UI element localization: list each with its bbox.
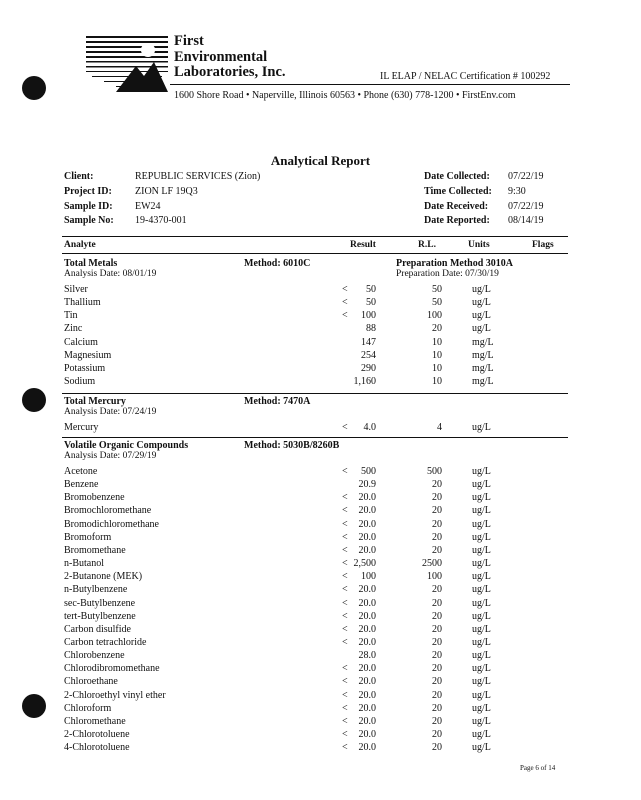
analyte-name: Carbon tetrachloride xyxy=(64,636,147,648)
result-qualifier: < xyxy=(342,689,348,701)
result-value: 20.0 xyxy=(358,636,376,648)
reporting-limit: 20 xyxy=(432,505,442,517)
binder-hole-middle xyxy=(22,388,46,412)
reporting-limit: 20 xyxy=(432,544,442,556)
table-top-rule xyxy=(62,236,568,237)
analyte-name: n-Butylbenzene xyxy=(64,584,128,596)
date-reported-label: Date Reported: xyxy=(424,215,490,226)
result-value: 147 xyxy=(361,336,376,348)
company-logo-icon xyxy=(86,36,168,94)
reporting-limit: 20 xyxy=(432,597,442,609)
column-header-flags: Flags xyxy=(532,240,554,250)
units-value: ug/L xyxy=(472,584,491,596)
result-qualifier: < xyxy=(342,702,348,714)
binder-hole-bottom xyxy=(22,694,46,718)
page-number: Page 6 of 14 xyxy=(520,764,556,772)
reporting-limit: 20 xyxy=(432,518,442,530)
section-analysis-date: Analysis Date: 07/29/19 xyxy=(64,451,157,461)
analyte-name: Mercury xyxy=(64,422,99,433)
analyte-name: sec-Butylbenzene xyxy=(64,597,136,609)
result-qualifier: < xyxy=(342,284,348,295)
section-divider xyxy=(62,437,568,438)
analyte-name: Bromoform xyxy=(64,531,112,543)
result-qualifier: < xyxy=(342,571,348,583)
result-qualifier: < xyxy=(342,636,348,648)
result-qualifier: < xyxy=(342,297,348,309)
section-title: Volatile Organic Compounds xyxy=(64,440,189,451)
analyte-name: Tin xyxy=(64,310,78,322)
column-header-rl: R.L. xyxy=(418,240,436,250)
reporting-limit: 10 xyxy=(432,349,442,361)
units-value: ug/L xyxy=(472,422,491,433)
sample-id-label: Sample ID: xyxy=(64,201,113,212)
analyte-name: Carbon disulfide xyxy=(64,623,131,635)
analyte-name: Bromochloromethane xyxy=(64,505,152,517)
reporting-limit: 20 xyxy=(432,636,442,648)
company-name xyxy=(174,34,286,81)
client-value: REPUBLIC SERVICES (Zion) xyxy=(135,171,261,182)
analyte-name: Chloroform xyxy=(64,702,112,714)
reporting-limit: 20 xyxy=(432,689,442,701)
certification-number: IL ELAP / NELAC Certification # 100292 xyxy=(380,71,551,82)
result-qualifier: < xyxy=(342,466,348,477)
company-name-line-1: First xyxy=(174,33,204,49)
units-value: ug/L xyxy=(472,297,491,309)
binder-hole-top xyxy=(22,76,46,100)
time-collected-label: Time Collected: xyxy=(424,186,492,197)
section-method: Method: 6010C xyxy=(244,258,311,269)
result-value: 50 xyxy=(366,284,376,295)
project-id-value: ZION LF 19Q3 xyxy=(135,186,198,197)
analyte-name: 2-Butanone (MEK) xyxy=(64,571,143,583)
reporting-limit: 4 xyxy=(437,422,442,433)
result-qualifier: < xyxy=(342,531,348,543)
units-value: mg/L xyxy=(472,362,494,374)
units-value: ug/L xyxy=(472,742,491,754)
result-qualifier: < xyxy=(342,610,348,622)
result-qualifier: < xyxy=(342,492,348,504)
units-value: ug/L xyxy=(472,323,491,335)
reporting-limit: 20 xyxy=(432,702,442,714)
reporting-limit: 20 xyxy=(432,650,442,662)
section-method: Method: 5030B/8260B xyxy=(244,440,340,451)
result-value: 290 xyxy=(361,362,376,374)
result-qualifier: < xyxy=(342,623,348,635)
units-value: mg/L xyxy=(472,349,494,361)
reporting-limit: 20 xyxy=(432,492,442,504)
section-analysis-date: Analysis Date: 08/01/19 xyxy=(64,269,157,279)
section-divider xyxy=(62,393,568,394)
analyte-name: Zinc xyxy=(64,323,83,335)
analyte-name: Silver xyxy=(64,284,88,295)
report-title: Analytical Report xyxy=(270,153,371,168)
analyte-name: Magnesium xyxy=(64,349,112,361)
reporting-limit: 50 xyxy=(432,284,442,295)
result-value: 88 xyxy=(366,323,376,335)
sample-id-value: EW24 xyxy=(135,201,161,212)
reporting-limit: 20 xyxy=(432,676,442,688)
reporting-limit: 20 xyxy=(432,729,442,740)
reporting-limit: 10 xyxy=(432,336,442,348)
section-preparation-method: Preparation Method 3010A xyxy=(396,258,514,269)
units-value: ug/L xyxy=(472,505,491,517)
result-value: 500 xyxy=(361,466,376,477)
result-value: 20.0 xyxy=(358,729,376,740)
analyte-name: Chloromethane xyxy=(64,715,126,727)
column-header-analyte: Analyte xyxy=(64,240,96,250)
reporting-limit: 10 xyxy=(432,362,442,374)
result-value: 20.0 xyxy=(358,531,376,543)
reporting-limit: 100 xyxy=(427,310,442,322)
units-value: ug/L xyxy=(472,729,491,740)
date-reported-value: 08/14/19 xyxy=(508,215,544,226)
reporting-limit: 20 xyxy=(432,584,442,596)
company-name-line-2: Environmental xyxy=(174,48,268,65)
section-analysis-date: Analysis Date: 07/24/19 xyxy=(64,407,157,417)
result-value: 20.9 xyxy=(358,479,376,491)
sample-no-value: 19-4370-001 xyxy=(135,215,187,226)
units-value: ug/L xyxy=(472,310,491,322)
reporting-limit: 20 xyxy=(432,742,442,754)
result-qualifier: < xyxy=(342,584,348,596)
units-value: ug/L xyxy=(472,636,491,648)
analyte-name: Bromodichloromethane xyxy=(64,518,159,530)
result-value: 20.0 xyxy=(358,742,376,754)
company-name-line-3: Laboratories, Inc. xyxy=(174,64,286,80)
units-value: ug/L xyxy=(472,544,491,556)
units-value: ug/L xyxy=(472,531,491,543)
result-value: 20.0 xyxy=(358,584,376,596)
section-title: Total Mercury xyxy=(64,396,126,407)
result-value: 20.0 xyxy=(358,702,376,714)
result-qualifier: < xyxy=(342,729,348,740)
client-label: Client: xyxy=(64,171,94,182)
result-value: 20.0 xyxy=(358,505,376,517)
result-value: 20.0 xyxy=(358,715,376,727)
result-value: 28.0 xyxy=(358,650,376,662)
analyte-name: Potassium xyxy=(64,362,106,374)
units-value: ug/L xyxy=(472,689,491,701)
reporting-limit: 50 xyxy=(432,297,442,309)
analyte-name: Acetone xyxy=(64,466,98,477)
analyte-name: Chloroethane xyxy=(64,676,118,688)
analyte-name: Calcium xyxy=(64,336,98,348)
units-value: ug/L xyxy=(472,479,491,491)
result-qualifier: < xyxy=(342,742,348,754)
reporting-limit: 2500 xyxy=(422,558,442,570)
result-value: 100 xyxy=(361,571,376,583)
date-collected-label: Date Collected: xyxy=(424,171,490,182)
result-qualifier: < xyxy=(342,310,348,322)
units-value: ug/L xyxy=(472,558,491,570)
result-value: 100 xyxy=(361,310,376,322)
result-value: 1,160 xyxy=(353,376,376,388)
units-value: ug/L xyxy=(472,623,491,635)
units-value: ug/L xyxy=(472,284,491,295)
reporting-limit: 20 xyxy=(432,479,442,491)
analyte-name: Thallium xyxy=(64,297,101,309)
units-value: ug/L xyxy=(472,571,491,583)
section-preparation-date: Preparation Date: 07/30/19 xyxy=(396,269,499,279)
analyte-name: Sodium xyxy=(64,376,96,388)
section-method: Method: 7470A xyxy=(244,396,311,407)
units-value: ug/L xyxy=(472,663,491,675)
project-id-label: Project ID: xyxy=(64,186,112,197)
reporting-limit: 20 xyxy=(432,663,442,675)
units-value: ug/L xyxy=(472,466,491,477)
units-value: ug/L xyxy=(472,650,491,662)
result-value: 50 xyxy=(366,297,376,309)
units-value: ug/L xyxy=(472,610,491,622)
result-value: 20.0 xyxy=(358,544,376,556)
result-value: 20.0 xyxy=(358,623,376,635)
result-value: 254 xyxy=(361,349,376,361)
analyte-name: Chlorodibromomethane xyxy=(64,663,160,675)
section-title: Total Metals xyxy=(64,258,118,269)
reporting-limit: 20 xyxy=(432,623,442,635)
units-value: ug/L xyxy=(472,702,491,714)
analyte-name: Chlorobenzene xyxy=(64,650,125,662)
analyte-name: 4-Chlorotoluene xyxy=(64,742,130,754)
units-value: ug/L xyxy=(472,715,491,727)
result-value: 20.0 xyxy=(358,610,376,622)
result-value: 2,500 xyxy=(353,558,376,570)
result-qualifier: < xyxy=(342,422,348,433)
result-value: 20.0 xyxy=(358,663,376,675)
result-qualifier: < xyxy=(342,715,348,727)
reporting-limit: 500 xyxy=(427,466,442,477)
result-value: 20.0 xyxy=(358,676,376,688)
analyte-name: Bromomethane xyxy=(64,544,126,556)
units-value: mg/L xyxy=(472,376,494,388)
units-value: ug/L xyxy=(472,676,491,688)
result-qualifier: < xyxy=(342,558,348,570)
reporting-limit: 10 xyxy=(432,376,442,388)
result-value: 20.0 xyxy=(358,492,376,504)
units-value: ug/L xyxy=(472,492,491,504)
result-qualifier: < xyxy=(342,676,348,688)
result-value: 20.0 xyxy=(358,597,376,609)
date-received-label: Date Received: xyxy=(424,201,489,212)
result-qualifier: < xyxy=(342,597,348,609)
column-header-result: Result xyxy=(350,240,376,250)
reporting-limit: 20 xyxy=(432,610,442,622)
sample-no-label: Sample No: xyxy=(64,215,114,226)
reporting-limit: 20 xyxy=(432,531,442,543)
result-value: 20.0 xyxy=(358,689,376,701)
reporting-limit: 20 xyxy=(432,323,442,335)
analyte-name: Bromobenzene xyxy=(64,492,125,504)
analyte-name: 2-Chloroethyl vinyl ether xyxy=(64,689,166,701)
units-value: ug/L xyxy=(472,518,491,530)
result-value: 4.0 xyxy=(363,422,376,433)
result-qualifier: < xyxy=(342,544,348,556)
reporting-limit: 20 xyxy=(432,715,442,727)
time-collected-value: 9:30 xyxy=(508,186,526,197)
date-collected-value: 07/22/19 xyxy=(508,171,544,182)
analyte-name: n-Butanol xyxy=(64,558,104,570)
reporting-limit: 100 xyxy=(427,571,442,583)
analyte-name: 2-Chlorotoluene xyxy=(64,729,130,740)
letterhead-divider xyxy=(170,84,570,85)
result-value: 20.0 xyxy=(358,518,376,530)
date-received-value: 07/22/19 xyxy=(508,201,544,212)
company-address: 1600 Shore Road • Naperville, Illinois 60563 • Phone (630) 778-1200 • FirstEnv.com xyxy=(174,90,516,101)
result-qualifier: < xyxy=(342,518,348,530)
result-qualifier: < xyxy=(342,663,348,675)
units-value: ug/L xyxy=(472,597,491,609)
units-value: mg/L xyxy=(472,336,494,348)
analyte-name: tert-Butylbenzene xyxy=(64,610,136,622)
table-header-rule xyxy=(62,253,568,254)
analyte-name: Benzene xyxy=(64,479,99,491)
column-header-units: Units xyxy=(468,240,490,250)
result-qualifier: < xyxy=(342,505,348,517)
